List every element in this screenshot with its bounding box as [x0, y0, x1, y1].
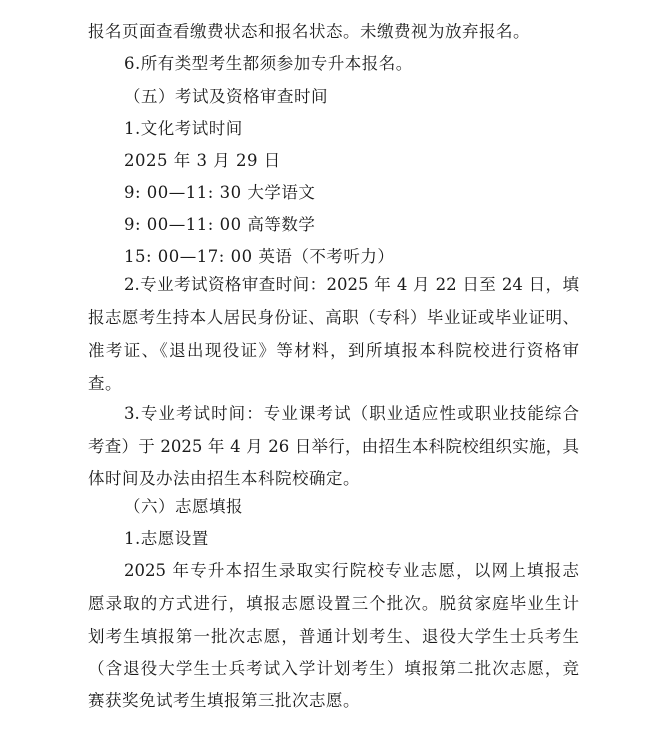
subsection-heading: 1.文化考试时间: [124, 119, 243, 138]
text-line: 体时间及办法由招生本科院校确定。: [88, 469, 360, 488]
text-line: 6.所有类型考生都须参加专升本报名。: [124, 54, 413, 73]
text-line: 报名页面查看缴费状态和报名状态。未缴费视为放弃报名。: [88, 22, 530, 41]
subsection-heading: 1.志愿设置: [124, 529, 209, 548]
text-line: 愿录取的方式进行，填报志愿设置三个批次。脱贫家庭毕业生计: [88, 594, 579, 613]
text-line: 赛获奖免试考生填报第三批次志愿。: [88, 691, 360, 710]
text-line: 2025 年专升本招生录取实行院校专业志愿，以网上填报志: [124, 561, 579, 580]
text-line: 报志愿考生持本人居民身份证、高职（专科）毕业证或毕业证明、: [88, 308, 579, 327]
text-line: 9: 00—11: 00 高等数学: [124, 215, 316, 234]
text-line: 准考证、《退出现役证》等材料，到所填报本科院校进行资格审: [88, 341, 579, 360]
text-line: 3.专业考试时间：专业课考试（职业适应性或职业技能综合: [124, 404, 579, 423]
text-line: 9: 00—11: 30 大学语文: [124, 183, 316, 202]
text-line: 15: 00—17: 00 英语（不考听力）: [124, 247, 395, 266]
section-heading: （六）志愿填报: [124, 497, 243, 516]
text-line: 划考生填报第一批次志愿，普通计划考生、退役大学生士兵考生: [88, 627, 579, 646]
text-line: 考查）于 2025 年 4 月 26 日举行，由招生本科院校组织实施，具: [88, 437, 579, 456]
text-line: 2.专业考试资格审查时间：2025 年 4 月 22 日至 24 日，填: [124, 275, 579, 294]
text-line: 查。: [88, 374, 122, 393]
text-line: （含退役大学生士兵考试入学计划考生）填报第二批次志愿，竞: [88, 659, 579, 678]
text-line: 2025 年 3 月 29 日: [124, 151, 281, 170]
section-heading: （五）考试及资格审查时间: [124, 87, 328, 106]
